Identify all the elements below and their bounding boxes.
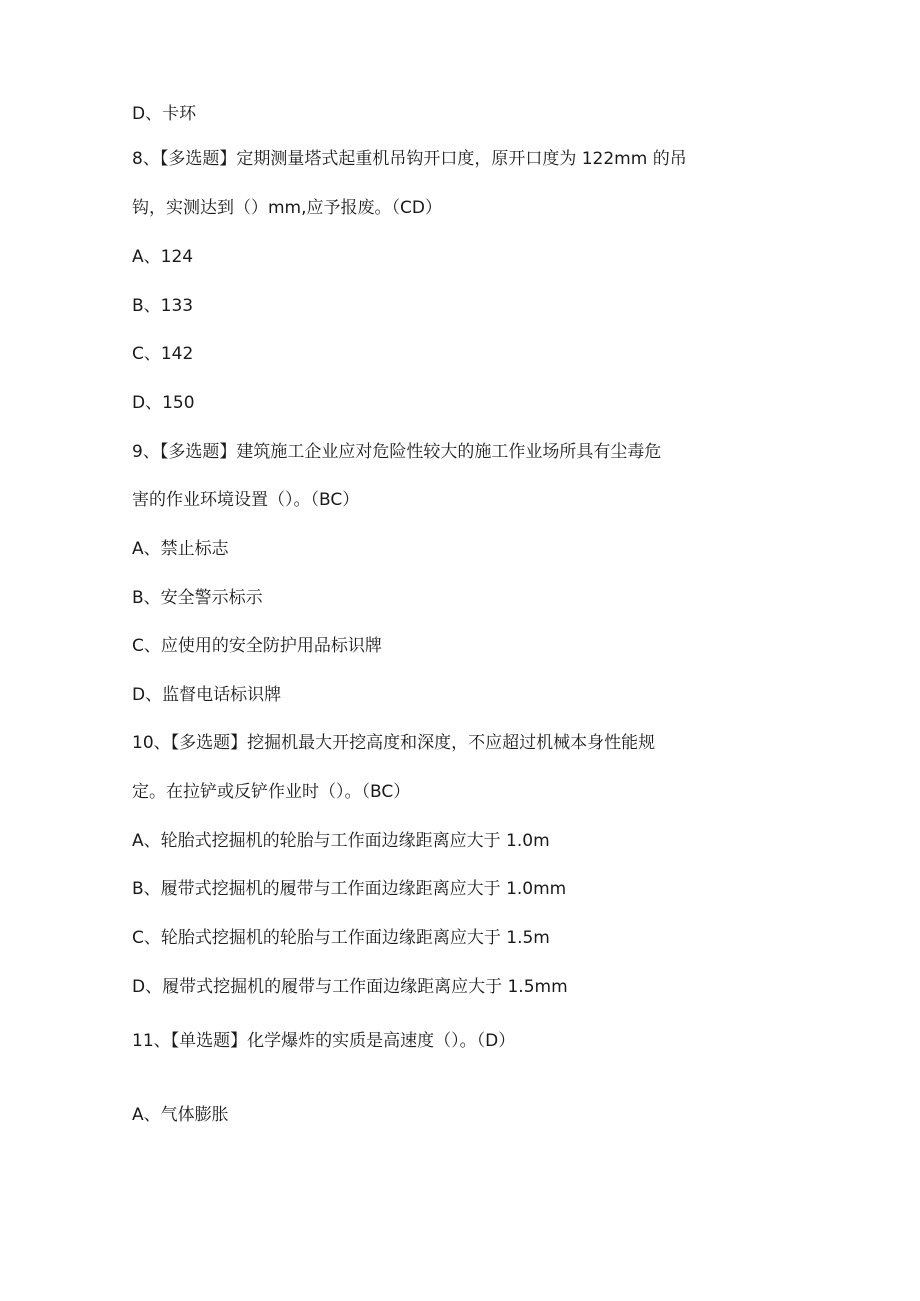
option-9a: A、禁止标志 [132, 539, 229, 559]
option-10c: C、轮胎式挖掘机的轮胎与工作面边缘距离应大于 1.5m [132, 928, 550, 948]
option-11a: A、气体膨胀 [132, 1105, 229, 1125]
option-9b: B、安全警示标示 [132, 588, 263, 608]
option-8b: B、133 [132, 296, 194, 316]
option-8c: C、142 [132, 344, 194, 364]
option-7d: D、卡环 [132, 104, 197, 124]
question-11: 11、【单选题】化学爆炸的实质是高速度（）。（D） [132, 1031, 516, 1051]
question-10-line-1: 10、【多选题】挖掘机最大开挖高度和深度，不应超过机械本身性能规 [132, 733, 656, 753]
option-8a: A、124 [132, 247, 194, 267]
option-9c: C、应使用的安全防护用品标识牌 [132, 636, 382, 656]
question-8-line-2: 钩，实测达到（）mm,应予报废。（CD） [132, 198, 442, 218]
option-10a: A、轮胎式挖掘机的轮胎与工作面边缘距离应大于 1.0m [132, 831, 550, 851]
question-10-line-2: 定。在拉铲或反铲作业时（）。（BC） [132, 782, 411, 802]
question-9-line-2: 害的作业环境设置（）。（BC） [132, 490, 360, 510]
option-9d: D、监督电话标识牌 [132, 685, 282, 705]
option-10b: B、履带式挖掘机的履带与工作面边缘距离应大于 1.0mm [132, 879, 567, 899]
question-9-line-1: 9、【多选题】建筑施工企业应对危险性较大的施工作业场所具有尘毒危 [132, 442, 662, 462]
option-8d: D、150 [132, 393, 195, 413]
option-10d: D、履带式挖掘机的履带与工作面边缘距离应大于 1.5mm [132, 977, 568, 997]
question-8-line-1: 8、【多选题】定期测量塔式起重机吊钩开口度，原开口度为 122mm 的吊 [132, 149, 687, 169]
